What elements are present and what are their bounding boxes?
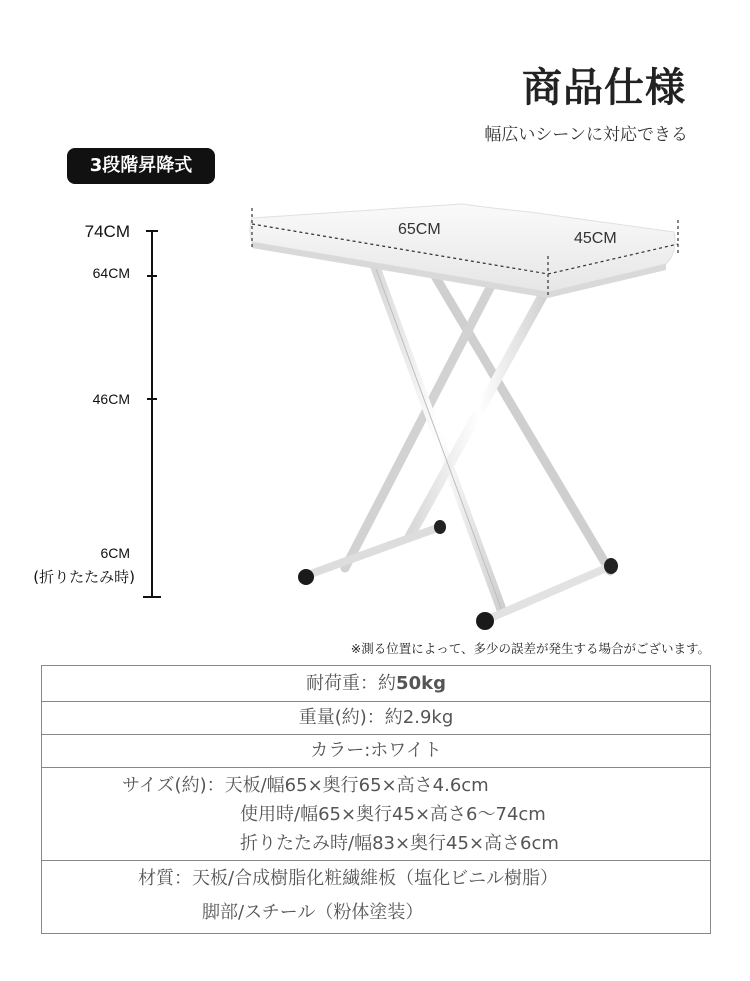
height-label-46: 46CM — [92, 391, 130, 407]
depth-dimension-label: 45CM — [574, 230, 617, 247]
spec-row-size — [42, 767, 710, 860]
load-label: 耐荷重：約 — [306, 673, 397, 694]
size-line-folded: 折りたたみ時/幅83×奥行45×高さ6cm — [240, 833, 559, 854]
table-illustration — [230, 196, 700, 636]
width-dimension-label: 65CM — [398, 221, 441, 238]
height-tick-6 — [143, 596, 161, 598]
height-tick-74 — [146, 230, 158, 232]
material-line-legs: 脚部/スチール（粉体塗装） — [202, 902, 424, 923]
height-tick-46 — [147, 398, 157, 400]
size-line-in-use: 使用時/幅65×奥行45×高さ6～74cm — [240, 804, 546, 825]
height-label-74: 74CM — [84, 222, 130, 241]
height-tick-64 — [147, 275, 157, 277]
size-line-top: サイズ(約)：天板/幅65×奥行65×高さ4.6cm — [122, 775, 489, 796]
spec-row-load — [42, 666, 710, 701]
measurement-note: ※測る位置によって、多少の誤差が発生する場合がございます。 — [350, 641, 710, 656]
load-value: 50kg — [396, 673, 446, 694]
spec-row-weight: 重量(約)：約2.9kg — [42, 701, 710, 734]
spec-table — [41, 665, 711, 934]
height-scale-line — [151, 230, 153, 598]
page-title: 商品仕様 — [522, 65, 686, 111]
spec-row-color: カラー:ホワイト — [42, 734, 710, 767]
spec-row-material — [42, 860, 710, 933]
height-label-6: 6CM — [100, 545, 130, 561]
material-line-top: 材質：天板/合成樹脂化粧繊維板（塩化ビニル樹脂） — [138, 868, 559, 889]
height-adjust-badge: 3段階昇降式 — [67, 148, 215, 184]
height-label-64: 64CM — [92, 265, 130, 281]
page-subtitle: 幅広いシーンに対応できる — [484, 125, 688, 145]
folded-note-label: (折りたたみ時) — [33, 568, 135, 586]
